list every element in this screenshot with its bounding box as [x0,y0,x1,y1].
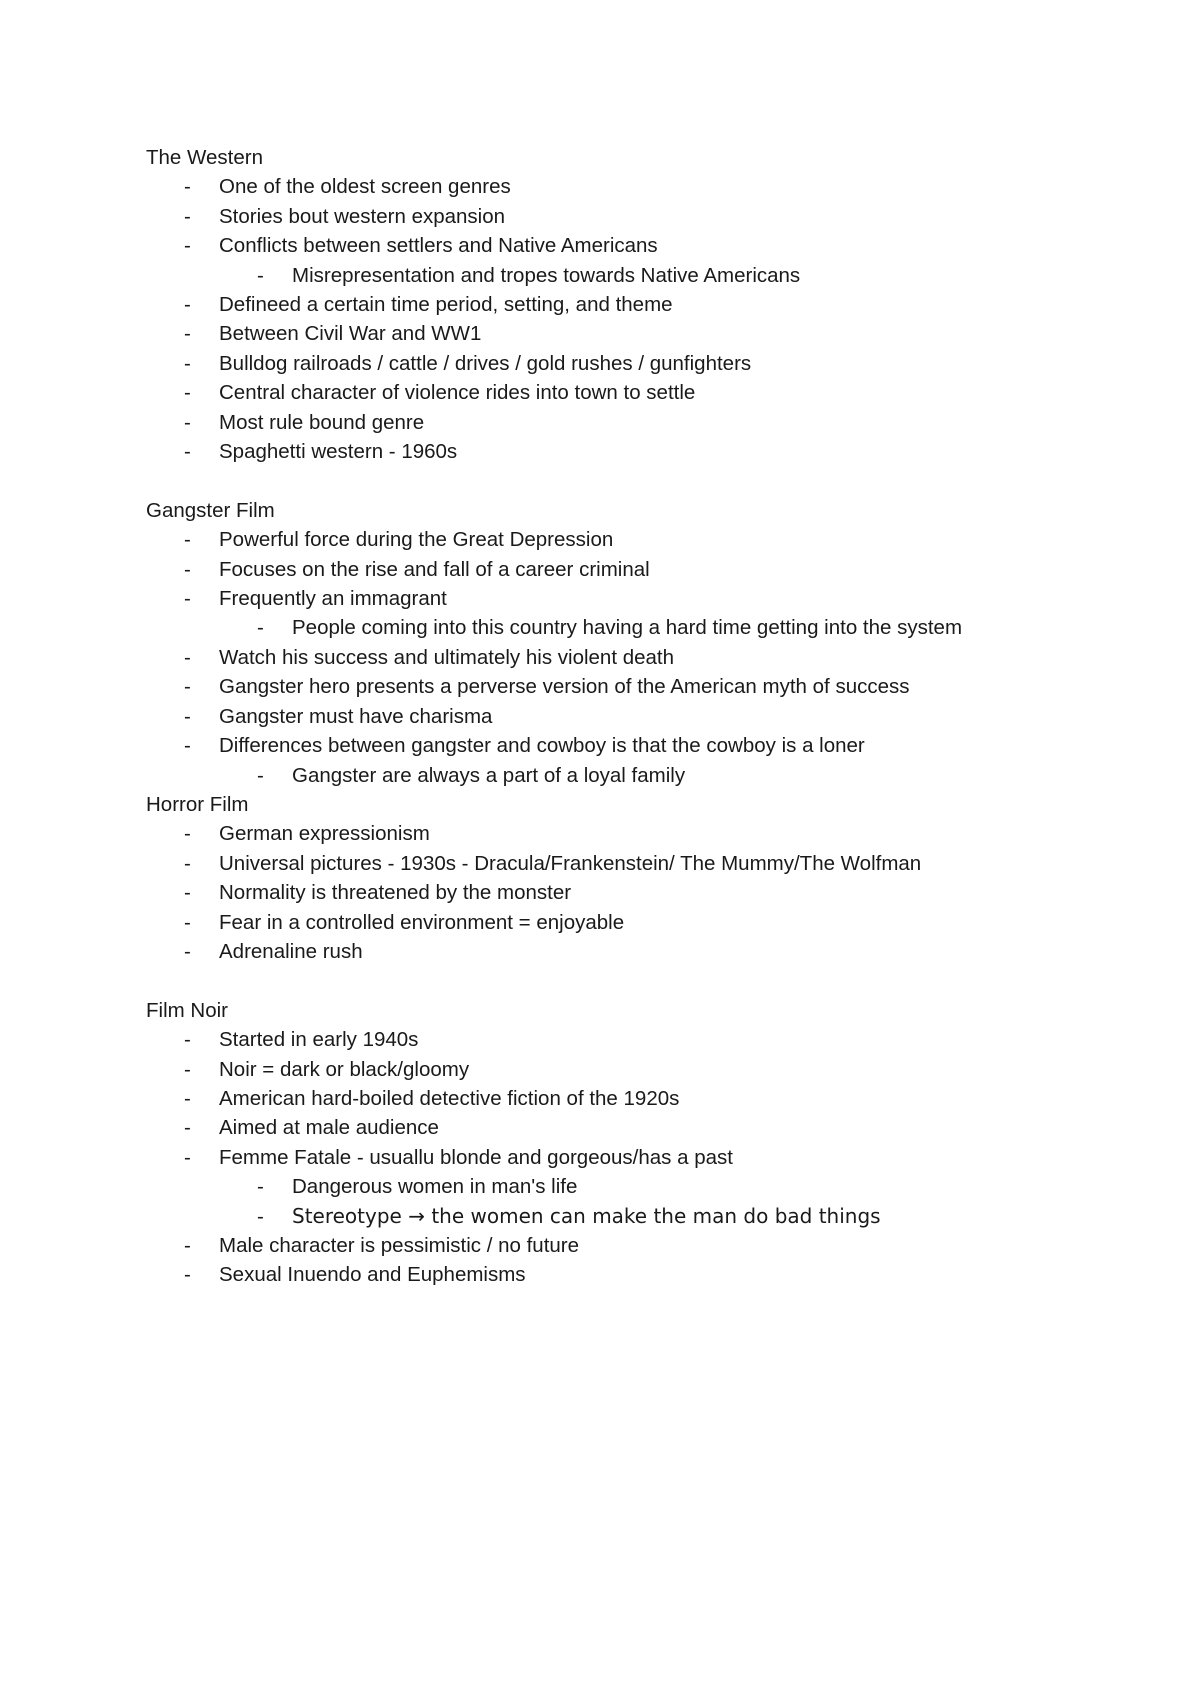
bullet-item [146,437,1126,466]
bullet-item [146,584,1126,613]
bullet-text: Powerful force during the Great Depression [219,528,614,552]
dash-marker: - [184,204,191,228]
bullet-list [146,1025,1126,1290]
bullet-item [146,849,1126,878]
bullet-item [146,555,1126,584]
bullet-item [146,702,1126,731]
bullet-item [146,1143,1126,1172]
bullet-list [146,525,1126,790]
bullet-text: Gangster hero presents a perverse version of the American myth of success [219,675,910,699]
bullet-text: Stereotype → the women can make the man do bad things [292,1203,881,1228]
bullet-item [146,672,1126,701]
dash-marker: - [184,322,191,346]
bullet-text: Dangerous women in man's life [292,1175,578,1199]
dash-marker: - [184,645,191,669]
dash-marker: - [184,939,191,963]
bullet-item [146,878,1126,907]
bullet-item [146,731,1126,760]
dash-marker: - [184,351,191,375]
bullet-text: Central character of violence rides into town to settle [219,381,696,405]
dash-marker: - [184,734,191,758]
section-title: Gangster Film [146,498,275,522]
bullet-item [146,349,1126,378]
bullet-text: Male character is pessimistic / no future [219,1234,580,1257]
bullet-item [146,1025,1126,1054]
bullet-text: Aimed at male audience [219,1116,439,1140]
bullet-item [146,525,1126,554]
bullet-text: Most rule bound genre [219,410,425,434]
dash-marker: - [257,1175,264,1199]
bullet-text: Femme Fatale - usuallu blonde and gorgeous/has a past [219,1145,733,1169]
bullet-item [146,1231,1126,1260]
bullet-item [146,290,1126,319]
bullet-item [146,172,1126,201]
bullet-text: Spaghetti western - 1960s [219,440,458,464]
sub-bullet-item [146,1202,1126,1231]
dash-marker: - [257,263,264,287]
section-gangster-film [146,496,1126,790]
section-horror-film [146,790,1126,966]
dash-marker: - [184,675,191,699]
section-title: Film Noir [146,998,228,1022]
dash-marker: - [184,410,191,434]
section-the-western [146,143,1126,466]
blank-line [146,966,1126,995]
bullet-text: Misrepresentation and tropes towards Native Americans [292,263,801,287]
document-page [146,143,1126,1290]
dash-marker: - [184,440,191,464]
sub-bullet-item [146,261,1126,290]
bullet-list [146,819,1126,966]
dash-marker: - [257,763,264,787]
dash-marker: - [184,1234,191,1257]
bullet-text: People coming into this country having a hard time getting into the system [292,616,963,640]
bullet-item [146,1055,1126,1084]
dash-marker: - [184,175,191,199]
dash-marker: - [184,1028,191,1052]
dash-marker: - [184,528,191,552]
bullet-text: Conflicts between settlers and Native Americans [219,234,658,258]
dash-marker: - [184,587,191,611]
bullet-text: Gangster are always a part of a loyal family [292,763,686,787]
bullet-text: Differences between gangster and cowboy is that the cowboy is a loner [219,734,865,758]
bullet-text: Bulldog railroads / cattle / drives / gold rushes / gunfighters [219,351,752,375]
bullet-list [146,172,1126,466]
bullet-text: Noir = dark or black/gloomy [219,1057,470,1081]
bullet-item [146,819,1126,848]
bullet-text: Watch his success and ultimately his violent death [219,645,675,669]
sub-bullet-item [146,613,1126,642]
bullet-item [146,1113,1126,1142]
blank-line [146,466,1126,495]
dash-marker: - [184,851,191,875]
bullet-text: Focuses on the rise and fall of a career criminal [219,557,650,581]
section-title: Horror Film [146,792,249,816]
bullet-text: One of the oldest screen genres [219,175,511,199]
bullet-text: Stories bout western expansion [219,204,506,228]
bullet-text: Frequently an immagrant [219,587,447,611]
dash-marker: - [184,822,191,846]
bullet-item [146,378,1126,407]
bullet-text: Gangster must have charisma [219,704,493,728]
dash-marker: - [184,1086,191,1110]
bullet-text: Normality is threatened by the monster [219,881,572,905]
section-film-noir [146,996,1126,1290]
bullet-text: Started in early 1940s [219,1028,419,1052]
bullet-text: American hard-boiled detective fiction of the 1920s [219,1086,680,1110]
dash-marker: - [184,881,191,905]
bullet-item [146,937,1126,966]
dash-marker: - [184,234,191,258]
bullet-item [146,319,1126,348]
bullet-text: Fear in a controlled environment = enjoyable [219,910,625,934]
dash-marker: - [184,381,191,405]
bullet-text: Between Civil War and WW1 [219,322,482,346]
bullet-item [146,1084,1126,1113]
dash-marker: - [184,704,191,728]
bullet-text: Sexual Inuendo and Euphemisms [219,1263,526,1287]
bullet-text: German expressionism [219,822,430,846]
dash-marker: - [257,1204,264,1228]
dash-marker: - [184,1057,191,1081]
bullet-text: Defineed a certain time period, setting, and theme [219,293,673,317]
sub-bullet-item [146,1172,1126,1201]
dash-marker: - [184,1116,191,1140]
sub-bullet-item [146,761,1126,790]
dash-marker: - [184,1145,191,1169]
bullet-item [146,231,1126,260]
section-title: The Western [146,146,263,169]
dash-marker: - [257,616,264,640]
bullet-text: Adrenaline rush [219,939,363,963]
bullet-item [146,908,1126,937]
bullet-item [146,1260,1126,1289]
bullet-item [146,408,1126,437]
dash-marker: - [184,910,191,934]
bullet-text: Universal pictures - 1930s - Dracula/Frankenstein/ The Mummy/The Wolfman [219,851,922,875]
bullet-item [146,202,1126,231]
bullet-item [146,643,1126,672]
dash-marker: - [184,293,191,317]
dash-marker: - [184,1263,191,1287]
dash-marker: - [184,557,191,581]
